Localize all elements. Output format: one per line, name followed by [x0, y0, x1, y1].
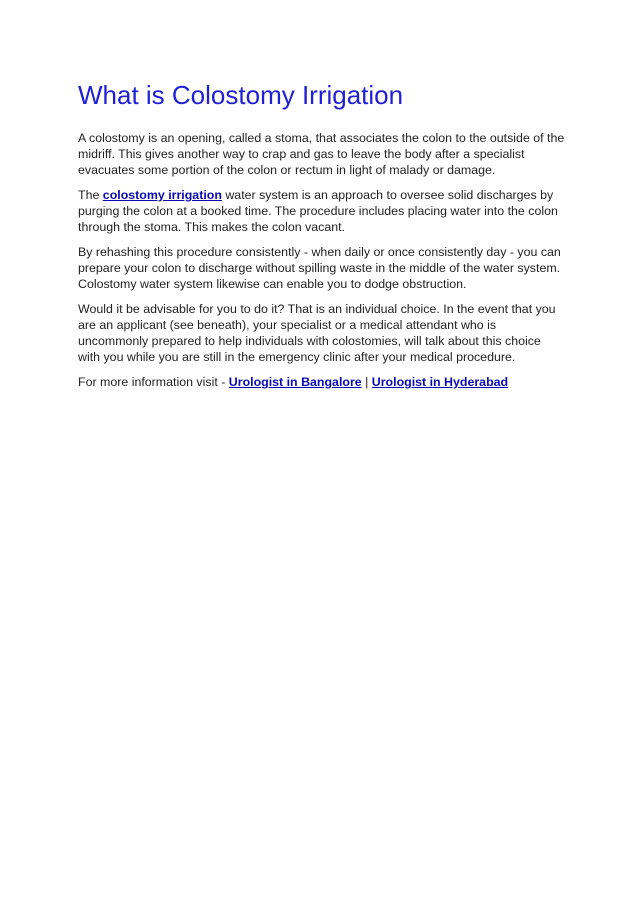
- paragraph-intro: A colostomy is an opening, called a stoma, that associates the colon to the outside of the midriff. This gives another way to crap and gas to leave the body after a specialist evacuates some portion of the colon or rectum in light of malady or damage.: [78, 131, 565, 177]
- paragraph-routine: By rehashing this procedure consistently - when daily or once consistently day - you can prepare your colon to discharge without spilling waste in the middle of the water system. Colostomy water system likewise can enable you to dodge obstruction.: [78, 245, 561, 291]
- urologist-hyderabad-link[interactable]: Urologist in Hyderabad: [371, 375, 509, 389]
- link-separator: |: [361, 375, 372, 389]
- paragraph-decision: Would it be advisable for you to do it? That is an individual choice. In the event that you are an applicant (see beneath), your specialist or a medical attendant who is uncommonly prepared to help individuals with colostomies, will talk about this choice with you while you are still in the emergency clinic after your medical procedure.: [78, 302, 556, 364]
- paragraph-irrigation: [78, 187, 566, 235]
- urologist-bangalore-link[interactable]: Urologist in Bangalore: [228, 375, 362, 389]
- more-info-prefix: For more information visit -: [78, 375, 229, 389]
- colostomy-irrigation-link[interactable]: colostomy irrigation: [102, 188, 222, 202]
- paragraph-irrigation-lead: The: [78, 188, 103, 202]
- paragraph-irrigation-rest: water system is an approach to oversee solid discharges by purging the colon at a booked time. The procedure includes placing water into the colon through the stoma. This makes the colon vacant.: [78, 188, 558, 234]
- paragraph-more-info: [78, 374, 566, 390]
- document-page: [78, 78, 566, 399]
- page-title: What is Colostomy Irrigation: [78, 80, 404, 110]
